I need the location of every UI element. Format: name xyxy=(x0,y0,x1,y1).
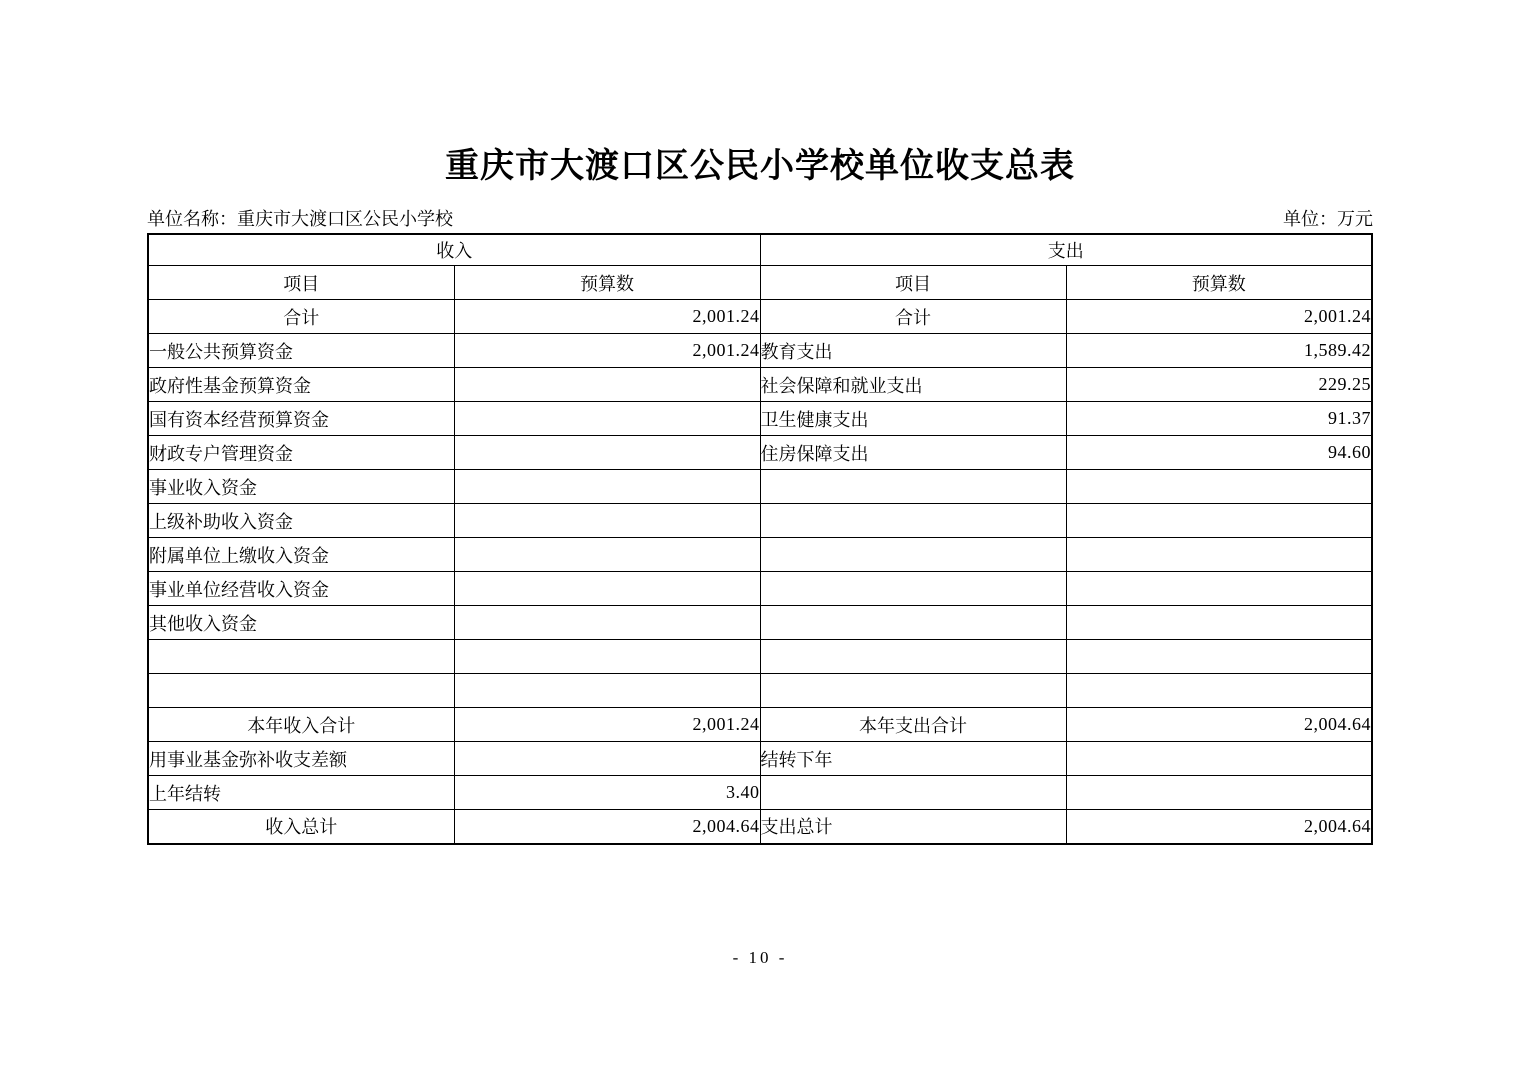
expense-budget-cell xyxy=(1066,470,1372,504)
table-row xyxy=(148,368,1372,402)
table-row xyxy=(148,606,1372,640)
income-section-header: 收入 xyxy=(148,234,760,266)
table-row xyxy=(148,436,1372,470)
expense-budget-cell: 2,004.64 xyxy=(1066,708,1372,742)
table-row xyxy=(148,742,1372,776)
income-budget-cell xyxy=(454,402,760,436)
table-row xyxy=(148,810,1372,844)
income-budget-cell xyxy=(454,436,760,470)
income-item-cell: 其他收入资金 xyxy=(148,606,454,640)
expense-item-cell: 社会保障和就业支出 xyxy=(760,368,1066,402)
expense-budget-cell xyxy=(1066,742,1372,776)
income-item-cell xyxy=(148,640,454,674)
expense-item-cell: 支出总计 xyxy=(760,810,1066,844)
income-budget-cell: 2,001.24 xyxy=(454,300,760,334)
expense-budget-cell xyxy=(1066,504,1372,538)
income-item-cell: 政府性基金预算资金 xyxy=(148,368,454,402)
income-item-cell: 国有资本经营预算资金 xyxy=(148,402,454,436)
expense-budget-cell xyxy=(1066,572,1372,606)
expense-budget-cell xyxy=(1066,606,1372,640)
income-budget-cell xyxy=(454,470,760,504)
expense-item-cell: 本年支出合计 xyxy=(760,708,1066,742)
income-item-cell: 一般公共预算资金 xyxy=(148,334,454,368)
income-item-cell: 上年结转 xyxy=(148,776,454,810)
income-budget-cell xyxy=(454,504,760,538)
income-budget-cell: 3.40 xyxy=(454,776,760,810)
expense-section-header: 支出 xyxy=(760,234,1372,266)
income-budget-cell xyxy=(454,674,760,708)
expense-item-cell: 卫生健康支出 xyxy=(760,402,1066,436)
income-item-header: 项目 xyxy=(148,266,454,300)
table-row xyxy=(148,538,1372,572)
table-row xyxy=(148,334,1372,368)
expense-budget-cell: 91.37 xyxy=(1066,402,1372,436)
expense-budget-header: 预算数 xyxy=(1066,266,1372,300)
income-item-cell: 事业单位经营收入资金 xyxy=(148,572,454,606)
expense-budget-cell: 229.25 xyxy=(1066,368,1372,402)
expense-budget-cell xyxy=(1066,776,1372,810)
income-budget-cell xyxy=(454,538,760,572)
income-item-cell: 收入总计 xyxy=(148,810,454,844)
table-row xyxy=(148,402,1372,436)
summary-table xyxy=(147,233,1373,845)
expense-budget-cell: 2,001.24 xyxy=(1066,300,1372,334)
expense-item-cell xyxy=(760,640,1066,674)
section-header-row xyxy=(148,234,1372,266)
table-row xyxy=(148,674,1372,708)
expense-item-cell: 合计 xyxy=(760,300,1066,334)
income-item-cell xyxy=(148,674,454,708)
table-row xyxy=(148,776,1372,810)
income-budget-cell xyxy=(454,368,760,402)
expense-budget-cell xyxy=(1066,674,1372,708)
income-item-cell: 财政专户管理资金 xyxy=(148,436,454,470)
income-budget-cell xyxy=(454,742,760,776)
expense-item-cell xyxy=(760,606,1066,640)
income-item-cell: 附属单位上缴收入资金 xyxy=(148,538,454,572)
income-item-cell: 本年收入合计 xyxy=(148,708,454,742)
page-title: 重庆市大渡口区公民小学校单位收支总表 xyxy=(445,148,1075,185)
expense-item-cell: 住房保障支出 xyxy=(760,436,1066,470)
expense-budget-cell: 1,589.42 xyxy=(1066,334,1372,368)
income-budget-header: 预算数 xyxy=(454,266,760,300)
table-row xyxy=(148,640,1372,674)
income-budget-cell: 2,004.64 xyxy=(454,810,760,844)
income-budget-cell: 2,001.24 xyxy=(454,708,760,742)
income-item-cell: 事业收入资金 xyxy=(148,470,454,504)
expense-budget-cell: 2,004.64 xyxy=(1066,810,1372,844)
expense-budget-cell: 94.60 xyxy=(1066,436,1372,470)
page-number: - 10 - xyxy=(732,948,788,967)
expense-budget-cell xyxy=(1066,640,1372,674)
income-budget-cell: 2,001.24 xyxy=(454,334,760,368)
expense-item-cell xyxy=(760,776,1066,810)
table-row xyxy=(148,470,1372,504)
expense-item-cell xyxy=(760,504,1066,538)
expense-item-cell xyxy=(760,470,1066,504)
expense-item-cell: 教育支出 xyxy=(760,334,1066,368)
income-budget-cell xyxy=(454,606,760,640)
expense-budget-cell xyxy=(1066,538,1372,572)
income-item-cell: 用事业基金弥补收支差额 xyxy=(148,742,454,776)
meta-row xyxy=(147,207,1373,231)
table-row xyxy=(148,504,1372,538)
table-row xyxy=(148,708,1372,742)
expense-item-header: 项目 xyxy=(760,266,1066,300)
unit-name-label: 单位名称：重庆市大渡口区公民小学校 xyxy=(147,209,453,229)
table-row xyxy=(148,572,1372,606)
expense-item-cell xyxy=(760,538,1066,572)
expense-item-cell xyxy=(760,572,1066,606)
income-budget-cell xyxy=(454,640,760,674)
income-item-cell: 合计 xyxy=(148,300,454,334)
unit-measure-label: 单位：万元 xyxy=(1283,209,1373,229)
expense-item-cell xyxy=(760,674,1066,708)
column-header-row xyxy=(148,266,1372,300)
income-item-cell: 上级补助收入资金 xyxy=(148,504,454,538)
table-body xyxy=(148,300,1372,844)
table-row xyxy=(148,300,1372,334)
expense-item-cell: 结转下年 xyxy=(760,742,1066,776)
income-budget-cell xyxy=(454,572,760,606)
